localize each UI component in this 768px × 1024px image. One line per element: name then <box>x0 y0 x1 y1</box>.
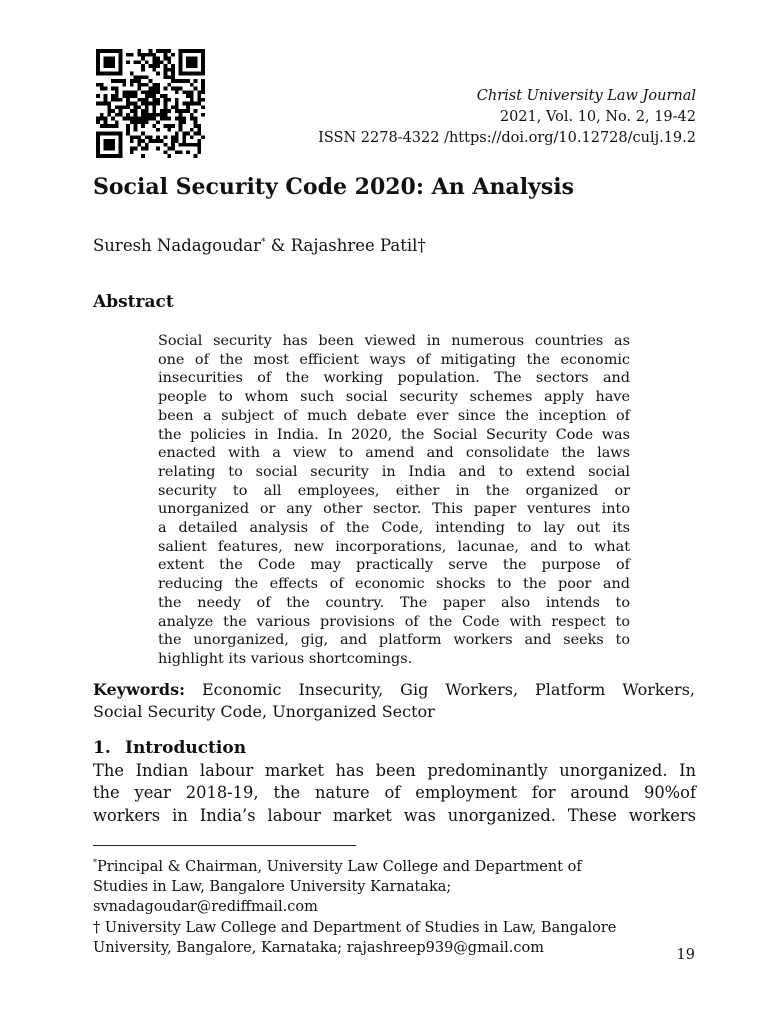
footnote-email: svnadagoudar@rediffmail.com <box>93 899 318 916</box>
footnote-1 <box>93 853 673 918</box>
keywords-text: Economic Insecurity, Gig Workers, Platform Workers, <box>185 680 695 699</box>
footnote-2 <box>93 918 673 959</box>
abstract-line: highlight its various shortcomings. <box>158 650 413 667</box>
abstract-line: relating to social security in India and to extend social <box>158 463 630 480</box>
section-heading-introduction <box>93 738 246 758</box>
abstract-line: people to whom such social security schemes apply have <box>158 389 630 406</box>
abstract-line: been a subject of much debate ever since the inception of <box>158 407 630 424</box>
abstract-line: reducing the effects of economic shocks to the poor and <box>158 576 630 593</box>
abstract-line: insecurities of the working population. The sectors and <box>158 370 630 387</box>
body-line: workers in India’s labour market was unorganized. These workers <box>93 805 696 825</box>
author-line <box>93 236 426 255</box>
abstract-line: security to all employees, either in the organized or <box>158 482 630 499</box>
keywords-label: Keywords: <box>93 680 186 699</box>
body-line: The Indian labour market has been predominantly unorganized. In <box>93 761 696 780</box>
section-number: 1. <box>93 738 111 758</box>
author-name: Rajashree Patil <box>290 236 418 255</box>
keywords <box>93 679 695 722</box>
introduction-text <box>93 760 696 827</box>
section-title: Introduction <box>125 738 247 758</box>
abstract-line: analyze the various provisions of the Code with respect to <box>158 613 630 630</box>
abstract-line: extent the Code may practically serve the purpose of <box>158 557 630 574</box>
journal-issn-doi: ISSN 2278-4322 /https://doi.org/10.12728/culj.19.2 <box>318 130 696 146</box>
abstract-line: the needy of the country. The paper also intends to <box>158 594 630 611</box>
keywords-line: Social Security Code, Unorganized Sector <box>93 701 435 721</box>
qr-code-icon <box>96 49 205 158</box>
footnote-line <box>93 853 673 877</box>
footnotes <box>93 853 673 958</box>
journal-volume: 2021, Vol. 10, No. 2, 19-42 <box>499 109 696 125</box>
abstract-line: the policies in India. In 2020, the Social Security Code was <box>158 426 630 443</box>
author-name: Suresh Nadagoudar <box>93 236 262 255</box>
abstract-line: one of the most efficient ways of mitigating the economic <box>158 351 630 368</box>
abstract-line: a detailed analysis of the Code, intending to lay out its <box>158 520 630 537</box>
footnote-line: Studies in Law, Bangalore University Karnataka; <box>93 879 452 896</box>
abstract-line: Social security has been viewed in numerous countries as <box>158 333 630 349</box>
keywords-line <box>93 679 695 701</box>
abstract-line: the unorganized, gig, and platform workers and seeks to <box>158 632 630 649</box>
footnote-line: University, Bangalore, Karnataka; rajashreep939@gmail.com <box>93 940 544 957</box>
abstract-line: enacted with a view to amend and consolidate the laws <box>158 445 630 462</box>
abstract-text <box>158 332 630 669</box>
author-footnote-mark: * <box>261 237 266 248</box>
paper-title: Social Security Code 2020: An Analysis <box>93 174 574 200</box>
body-line: the year 2018-19, the nature of employment for around 90%of <box>93 783 696 803</box>
footnote-text: Principal & Chairman, University Law College and Department of <box>97 858 582 875</box>
footnote-mark: * <box>93 858 97 867</box>
journal-citation <box>318 86 696 149</box>
footnote-divider <box>93 845 356 846</box>
journal-name: Christ University Law Journal <box>476 88 696 104</box>
abstract-line: unorganized or any other sector. This paper ventures into <box>158 501 630 518</box>
author-footnote-mark: † <box>417 236 426 255</box>
footnote-line: † University Law College and Department of Studies in Law, Bangalore <box>93 919 617 936</box>
page-number: 19 <box>676 947 695 963</box>
abstract-line: salient features, new incorporations, lacunae, and to what <box>158 538 630 555</box>
abstract-heading: Abstract <box>93 292 174 312</box>
author-separator: & <box>265 236 291 255</box>
